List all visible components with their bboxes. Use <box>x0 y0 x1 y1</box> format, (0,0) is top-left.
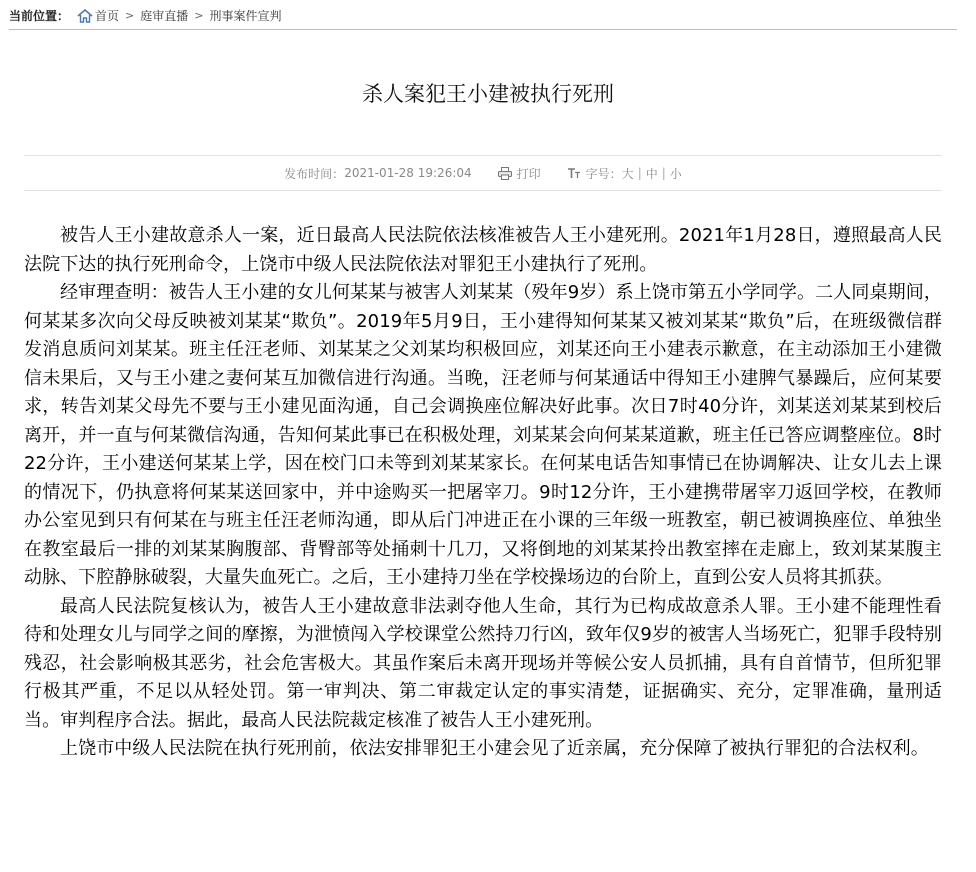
article-paragraph: 被告人王小建故意杀人一案，近日最高人民法院依法核准被告人王小建死刑。2021年1月28日，遵照最高人民法院下达的执行死刑命令，上饶市中级人民法院依法对罪犯王小建执行了死刑。 <box>24 225 942 275</box>
font-size-medium[interactable]: 中 <box>645 166 658 181</box>
printer-icon <box>498 167 512 180</box>
chevron-right-icon: > <box>125 9 135 22</box>
separator: | <box>637 166 642 180</box>
separator: | <box>661 166 666 180</box>
publish-time-label: 发布时间： <box>284 166 345 181</box>
print-label: 打印 <box>516 166 541 181</box>
breadcrumb-criminal-link[interactable]: 刑事案件宣判 <box>209 9 282 23</box>
publish-time <box>284 165 471 182</box>
article-paragraph: 上饶市中级人民法院在执行死刑前，依法安排罪犯王小建会见了近亲属，充分保障了被执行罪犯的合法权利。 <box>60 738 929 759</box>
chevron-right-icon: > <box>194 9 204 22</box>
font-size-label: 字号： <box>585 166 622 181</box>
font-size-control <box>567 165 682 182</box>
article-body <box>24 222 942 764</box>
font-size-small[interactable]: 小 <box>669 166 682 181</box>
article-meta-bar <box>24 155 942 191</box>
font-size-large[interactable]: 大 <box>621 166 634 181</box>
publish-time-value: 2021-01-28 19:26:04 <box>344 166 472 180</box>
breadcrumb-home-link[interactable]: 首页 <box>95 9 120 23</box>
font-size-icon <box>567 168 581 179</box>
article-paragraph: 最高人民法院复核认为，被告人王小建故意非法剥夺他人生命，其行为已构成故意杀人罪。王小建不能理性看待和处理女儿与同学之间的摩擦，为泄愤闯入学校课堂公然持刀行凶，致年仅9岁的被害人当场死亡，犯罪手段特别残忍，社会影响极其恶劣，社会危害极大。其虽作案后未离开现场并等候公安人员抓捕，具有自首情节，但所犯罪行极其严重，不足以从轻处罚。第一审判决、第二审裁定认定的事实清楚，证据确实、充分，定罪准确，量刑适当。审判程序合法。据此，最高人民法院裁定核准了被告人王小建死刑。 <box>24 595 942 731</box>
print-button[interactable] <box>498 165 541 182</box>
breadcrumb-label: 当前位置： <box>9 9 70 23</box>
breadcrumb-live-link[interactable]: 庭审直播 <box>140 9 189 23</box>
home-icon <box>77 9 93 23</box>
page-title: 杀人案犯王小建被执行死刑 <box>362 82 614 106</box>
breadcrumb <box>9 3 957 30</box>
article-paragraph: 经审理查明：被告人王小建的女儿何某某与被害人刘某某（殁年9岁）系上饶市第五小学同学。二人同桌期间，何某某多次向父母反映被刘某某“欺负”。2019年5月9日，王小建得知何某某又被刘某某“欺负”后，在班级微信群发消息质问刘某某。班主任汪老师、刘某某之父刘某均积极回应，刘某还向王小建表示歉意，在主动添加王小建微信未果后，又与王小建之妻何某互加微信进行沟通。当晚，汪老师与何某通话中得知王小建脾气暴躁后，应何某要求，转告刘某父母先不要与王小建见面沟通，自己会调换座位解决好此事。次日7时40分许，刘某送刘某某到校后离开，并一直与何某微信沟通，告知何某此事已在积极处理，刘某某会向何某某道歉，班主任已答应调整座位。8时22分许，王小建送何某某上学，因在校门口未等到刘某某家长。在何某电话告知事情已在协调解决、让女儿去上课的情况下，仍执意将何某某送回家中，并中途购买一把屠宰刀。9时12分许，王小建携带屠宰刀返回学校，在教师办公室见到只有何某在与班主任汪老师沟通，即从后门冲进正在小课的三年级一班教室，朝已被调换座位、单独坐在教室最后一排的刘某某胸腹部、背臀部等处捅刺十几刀，又将倒地的刘某某拎出教室摔在走廊上，致刘某某腹主动脉、下腔静脉破裂，大量失血死亡。之后，王小建持刀坐在学校操场边的台阶上，直到公安人员将其抓获。 <box>24 282 942 588</box>
